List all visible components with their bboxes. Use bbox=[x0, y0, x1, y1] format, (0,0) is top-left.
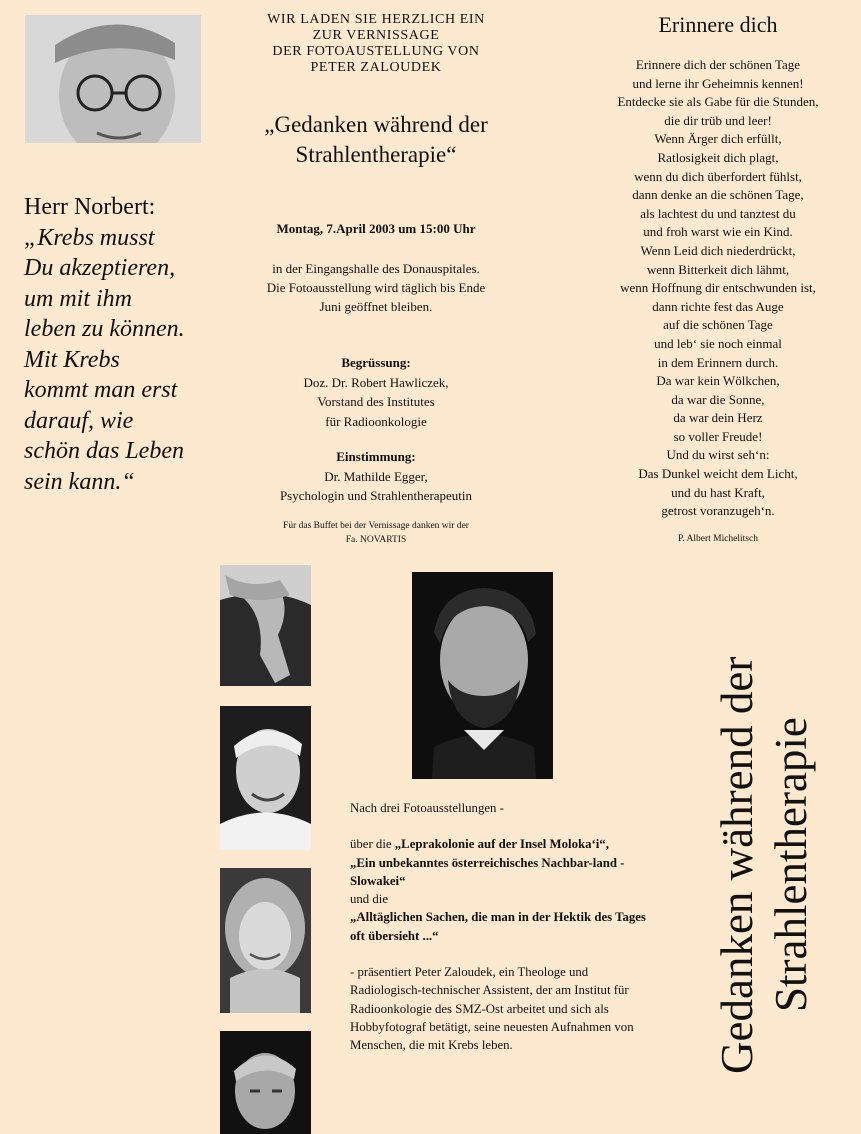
poem-line: dann denke an die schönen Tage, bbox=[632, 187, 804, 203]
poem-line: getrost voranzugeh‘n. bbox=[661, 503, 775, 519]
quote-line: sein kann.“ bbox=[24, 468, 135, 495]
poem-line: Da war kein Wölkchen, bbox=[656, 373, 780, 389]
bio-exhibition-1-title: „Leprakolonie auf der Insel Moloka‘i“, bbox=[394, 837, 609, 852]
poem-line: Und du wirst seh‘n: bbox=[666, 447, 770, 463]
poem-line: und du hast Kraft, bbox=[671, 484, 765, 500]
quote-line: Du akzeptieren, bbox=[24, 255, 176, 281]
photo-smiling-man bbox=[220, 706, 311, 850]
quote-line: „Krebs musst bbox=[24, 224, 155, 251]
greeting-line: Doz. Dr. Robert Hawliczek, bbox=[303, 374, 449, 390]
bio-exhibition-1 bbox=[350, 835, 650, 853]
side-title-line: Gedanken während der bbox=[712, 656, 762, 1074]
poem-line: Ratlosigkeit dich plagt, bbox=[657, 149, 779, 165]
tuning-section bbox=[234, 447, 518, 506]
location-line: Die Fotoausstellung wird täglich bis Ende bbox=[266, 280, 486, 295]
poem-line: und froh warst wie ein Kind. bbox=[643, 224, 793, 240]
buffet-line: Fa. NOVARTIS bbox=[345, 535, 407, 545]
poem-author: P. Albert Michelitsch bbox=[678, 534, 758, 544]
poem-line: auf die schönen Tage bbox=[663, 317, 773, 333]
exhibition-title-line: „Gedanken während der bbox=[264, 112, 488, 137]
poem-line: Wenn Ärger dich erfüllt, bbox=[654, 131, 782, 147]
photo-herr-norbert bbox=[25, 15, 201, 143]
exhibition-description bbox=[350, 799, 650, 1055]
poem-title: Erinnere dich bbox=[658, 12, 778, 37]
poem-line: Wenn Leid dich niederdrückt, bbox=[640, 242, 796, 258]
exhibition-title-line: Strahlentherapie“ bbox=[295, 142, 457, 167]
quote-line: darauf, wie bbox=[24, 407, 134, 434]
quote-speaker: Herr Norbert: bbox=[24, 194, 156, 220]
tuning-line: Psychologin und Strahlentherapeutin bbox=[279, 488, 473, 503]
buffet-sponsor-note bbox=[234, 519, 518, 547]
greeting-heading: Begrüssung: bbox=[341, 355, 411, 370]
event-date: Montag, 7.April 2003 um 15:00 Uhr bbox=[276, 221, 476, 236]
tuning-line: Dr. Mathilde Egger, bbox=[324, 468, 428, 484]
quote-herr-norbert bbox=[24, 192, 214, 497]
photo-older-man bbox=[220, 1031, 311, 1134]
location-line: Juni geöffnet bleiben. bbox=[319, 299, 433, 314]
invitation-line: DER FOTOAUSTELLUNG VON bbox=[272, 44, 480, 59]
quote-line: Mit Krebs bbox=[24, 346, 120, 373]
photo-hands bbox=[220, 565, 311, 686]
photo-peter-zaloudek bbox=[412, 572, 553, 779]
bio-exhibition-2: „Ein unbekanntes österreichisches Nachbar-land - Slowakei“ bbox=[350, 855, 625, 888]
bio-and: und die bbox=[350, 892, 389, 907]
tuning-heading: Einstimmung: bbox=[336, 449, 416, 464]
poem-text bbox=[596, 56, 840, 521]
greeting-section bbox=[234, 353, 518, 431]
quote-line: kommt man erst bbox=[24, 377, 178, 403]
bio-intro: Nach drei Fotoausstellungen - bbox=[350, 801, 504, 815]
poem-line: und lerne ihr Geheimnis kennen! bbox=[632, 75, 804, 91]
poem-line: wenn Bitterkeit dich lähmt, bbox=[646, 261, 790, 277]
photo-woman bbox=[220, 868, 311, 1013]
poem-line: als lachtest du und tanztest du bbox=[640, 205, 796, 221]
location-line: in der Eingangshalle des Donauspitales. bbox=[272, 261, 480, 276]
event-location bbox=[234, 259, 518, 316]
invitation-line: PETER ZALOUDEK bbox=[310, 60, 442, 75]
invitation-line: WIR LADEN SIE HERZLICH EIN bbox=[267, 12, 485, 27]
poem-line: in dem Erinnern durch. bbox=[657, 354, 779, 370]
poem-line: dann richte fest das Auge bbox=[652, 298, 784, 314]
invitation-header bbox=[244, 12, 508, 76]
poem-line: Erinnere dich der schönen Tage bbox=[635, 57, 801, 72]
quote-line: leben zu können. bbox=[24, 316, 185, 342]
greeting-line: für Radioonkologie bbox=[325, 413, 427, 429]
bio-body: - präsentiert Peter Zaloudek, ein Theologe und Radiologisch-technischer Assistent, der am Institut für Radioonkologie des SMZ-Ost arbeitet und sich als Hobbyfotograf betätigt, seine neuesten Aufnahmen von Menschen, die mit Krebs leben. bbox=[350, 965, 634, 1053]
greeting-line: Vorstand des Institutes bbox=[317, 394, 435, 409]
poem-line: so voller Freude! bbox=[673, 428, 763, 444]
side-title-vertical bbox=[710, 620, 850, 1110]
invitation-line: ZUR VERNISSAGE bbox=[312, 28, 440, 43]
quote-line: schön das Leben bbox=[24, 438, 184, 464]
poem-line: da war die Sonne, bbox=[671, 391, 765, 407]
poem-line: Entdecke sie als Gabe für die Stunden, bbox=[617, 94, 819, 110]
poem-line: wenn Hoffnung dir entschwunden ist, bbox=[620, 280, 816, 296]
poem-line: wenn du dich überfordert fühlst, bbox=[634, 168, 802, 184]
exhibition-title bbox=[230, 110, 522, 170]
poem-line: die dir trüb und leer! bbox=[664, 112, 772, 128]
bio-lead: über die bbox=[350, 837, 395, 852]
quote-line: um mit ihm bbox=[24, 285, 132, 312]
poem-line: Das Dunkel weicht dem Licht, bbox=[638, 466, 798, 482]
poem-line: da war dein Herz bbox=[673, 410, 763, 426]
buffet-line: Für das Buffet bei der Vernissage danken wir der bbox=[283, 521, 469, 531]
bio-exhibition-3: „Alltäglichen Sachen, die man in der Hektik des Tages oft übersieht ...“ bbox=[350, 910, 646, 943]
side-title-line: Strahlentherapie bbox=[766, 717, 816, 1013]
poem-line: und leb‘ sie noch einmal bbox=[654, 335, 782, 351]
